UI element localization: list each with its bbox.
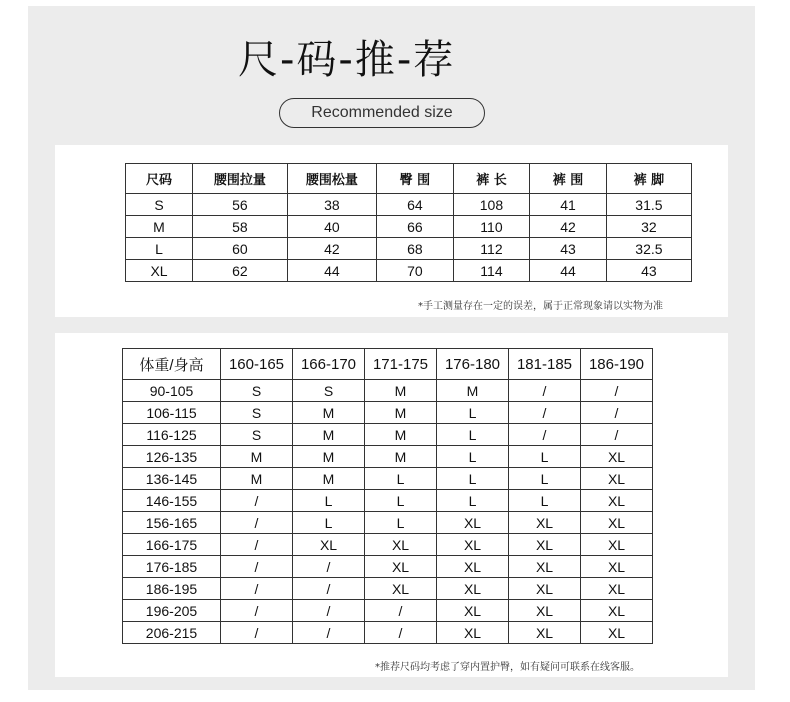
table-cell: XL — [365, 534, 437, 556]
table-cell: / — [293, 578, 365, 600]
table-cell: 42 — [530, 216, 607, 238]
table-cell: 146-155 — [123, 490, 221, 512]
table-cell: XL — [581, 578, 653, 600]
table-cell: XL — [509, 578, 581, 600]
table-cell: / — [509, 402, 581, 424]
table-cell: 31.5 — [606, 194, 691, 216]
table-cell: / — [221, 512, 293, 534]
table-row — [123, 424, 653, 446]
table-cell: / — [581, 424, 653, 446]
table-cell: 116-125 — [123, 424, 221, 446]
table-cell: L — [365, 512, 437, 534]
table-cell: XL — [437, 534, 509, 556]
table-cell: L — [509, 446, 581, 468]
table-row — [123, 402, 653, 424]
table-cell: L — [437, 402, 509, 424]
table-cell: L — [437, 468, 509, 490]
recommendation-header-cell: 186-190 — [581, 349, 653, 380]
table-row — [126, 216, 692, 238]
table-cell: L — [437, 446, 509, 468]
recommendation-header-cell: 160-165 — [221, 349, 293, 380]
table-cell: XL — [581, 600, 653, 622]
table-cell: 136-145 — [123, 468, 221, 490]
table-cell: XL — [437, 578, 509, 600]
table-cell: 110 — [453, 216, 530, 238]
table-cell: M — [365, 380, 437, 402]
table-row — [123, 556, 653, 578]
size-chart-header-row — [126, 164, 692, 194]
table-cell: 126-135 — [123, 446, 221, 468]
recommendation-header-row — [123, 349, 653, 380]
table-cell: 58 — [193, 216, 288, 238]
table-cell: / — [221, 600, 293, 622]
table-cell: XL — [581, 512, 653, 534]
table-cell: 106-115 — [123, 402, 221, 424]
table-cell: XL — [365, 556, 437, 578]
table-cell: XL — [509, 600, 581, 622]
table-cell: XL — [509, 512, 581, 534]
table-cell: M — [293, 468, 365, 490]
table-cell: 186-195 — [123, 578, 221, 600]
table-cell: M — [293, 446, 365, 468]
table-cell: 62 — [193, 260, 288, 282]
table-cell: S — [221, 424, 293, 446]
table-cell: XL — [581, 468, 653, 490]
size-chart-header-cell: 腰围松量 — [287, 164, 376, 194]
table-cell: 112 — [453, 238, 530, 260]
table-cell: / — [365, 622, 437, 644]
table-row — [123, 512, 653, 534]
table-cell: M — [365, 424, 437, 446]
table-cell: L — [365, 468, 437, 490]
table-cell: 40 — [287, 216, 376, 238]
table-cell: XL — [581, 534, 653, 556]
recommendation-header-cell: 体重/身高 — [123, 349, 221, 380]
table-cell: M — [437, 380, 509, 402]
table-cell: 68 — [377, 238, 454, 260]
table-cell: 66 — [377, 216, 454, 238]
table-cell: XL — [581, 622, 653, 644]
recommendation-body — [123, 380, 653, 644]
table-row — [123, 622, 653, 644]
table-cell: XL — [509, 556, 581, 578]
table-cell: 206-215 — [123, 622, 221, 644]
recommended-size-badge: Recommended size — [279, 98, 485, 128]
table-cell: M — [221, 446, 293, 468]
table-cell: M — [221, 468, 293, 490]
size-chart-header-cell: 裤 长 — [453, 164, 530, 194]
page-title: 尺-码-推-荐 — [238, 37, 456, 83]
table-cell: S — [221, 402, 293, 424]
table-cell: L — [293, 512, 365, 534]
size-chart-header-cell: 裤 围 — [530, 164, 607, 194]
table-cell: L — [509, 468, 581, 490]
table-row — [123, 578, 653, 600]
table-cell: 41 — [530, 194, 607, 216]
table-cell: XL — [509, 622, 581, 644]
table-cell: XL — [581, 490, 653, 512]
recommendation-note: *推荐尺码均考虑了穿内置护臀，如有疑问可联系在线客服。 — [375, 662, 640, 673]
table-cell: / — [293, 622, 365, 644]
table-cell: M — [365, 402, 437, 424]
table-cell: L — [365, 490, 437, 512]
table-row — [123, 446, 653, 468]
table-cell: L — [126, 238, 193, 260]
table-cell: XL — [437, 556, 509, 578]
table-cell: XL — [437, 622, 509, 644]
table-row — [123, 490, 653, 512]
table-row — [126, 260, 692, 282]
table-cell: M — [293, 402, 365, 424]
table-cell: S — [293, 380, 365, 402]
table-cell: 90-105 — [123, 380, 221, 402]
recommendation-card — [55, 333, 728, 677]
table-cell: / — [221, 622, 293, 644]
table-cell: XL — [437, 512, 509, 534]
table-cell: / — [581, 380, 653, 402]
table-cell: 44 — [530, 260, 607, 282]
table-row — [126, 238, 692, 260]
table-cell: / — [293, 556, 365, 578]
table-cell: XL — [365, 578, 437, 600]
table-cell: / — [365, 600, 437, 622]
table-cell: M — [365, 446, 437, 468]
table-cell: L — [437, 490, 509, 512]
table-cell: 43 — [606, 260, 691, 282]
table-cell: / — [221, 556, 293, 578]
measurement-note: *手工测量存在一定的误差，属于正常现象请以实物为准 — [418, 301, 663, 312]
table-cell: L — [509, 490, 581, 512]
size-chart-header-cell: 尺码 — [126, 164, 193, 194]
table-cell: 114 — [453, 260, 530, 282]
table-cell: 166-175 — [123, 534, 221, 556]
table-cell: XL — [509, 534, 581, 556]
table-row — [123, 534, 653, 556]
size-chart-table — [125, 163, 692, 282]
size-chart-body — [126, 194, 692, 282]
size-chart-card — [55, 145, 728, 317]
table-cell: XL — [581, 446, 653, 468]
table-row — [126, 194, 692, 216]
table-cell: 64 — [377, 194, 454, 216]
table-cell: L — [437, 424, 509, 446]
recommendation-header-cell: 166-170 — [293, 349, 365, 380]
table-cell: / — [293, 600, 365, 622]
table-cell: 108 — [453, 194, 530, 216]
table-cell: 60 — [193, 238, 288, 260]
table-cell: XL — [293, 534, 365, 556]
table-cell: 70 — [377, 260, 454, 282]
table-cell: 56 — [193, 194, 288, 216]
table-cell: S — [221, 380, 293, 402]
table-row — [123, 468, 653, 490]
table-row — [123, 380, 653, 402]
size-chart-header-cell: 臀 围 — [377, 164, 454, 194]
table-cell: M — [126, 216, 193, 238]
table-cell: / — [221, 578, 293, 600]
table-cell: / — [509, 424, 581, 446]
table-cell: 42 — [287, 238, 376, 260]
table-cell: / — [221, 534, 293, 556]
table-cell: 44 — [287, 260, 376, 282]
size-chart-header-cell: 裤 脚 — [606, 164, 691, 194]
table-cell: XL — [126, 260, 193, 282]
table-cell: 156-165 — [123, 512, 221, 534]
table-cell: S — [126, 194, 193, 216]
recommendation-header-cell: 171-175 — [365, 349, 437, 380]
table-row — [123, 600, 653, 622]
recommendation-header-cell: 176-180 — [437, 349, 509, 380]
table-cell: 196-205 — [123, 600, 221, 622]
table-cell: 32 — [606, 216, 691, 238]
table-cell: 176-185 — [123, 556, 221, 578]
table-cell: 32.5 — [606, 238, 691, 260]
recommendation-header-cell: 181-185 — [509, 349, 581, 380]
table-cell: XL — [437, 600, 509, 622]
table-cell: 38 — [287, 194, 376, 216]
table-cell: / — [581, 402, 653, 424]
table-cell: XL — [581, 556, 653, 578]
table-cell: / — [509, 380, 581, 402]
table-cell: L — [293, 490, 365, 512]
table-cell: 43 — [530, 238, 607, 260]
recommendation-table — [122, 348, 653, 644]
table-cell: / — [221, 490, 293, 512]
size-chart-header-cell: 腰围拉量 — [193, 164, 288, 194]
table-cell: M — [293, 424, 365, 446]
